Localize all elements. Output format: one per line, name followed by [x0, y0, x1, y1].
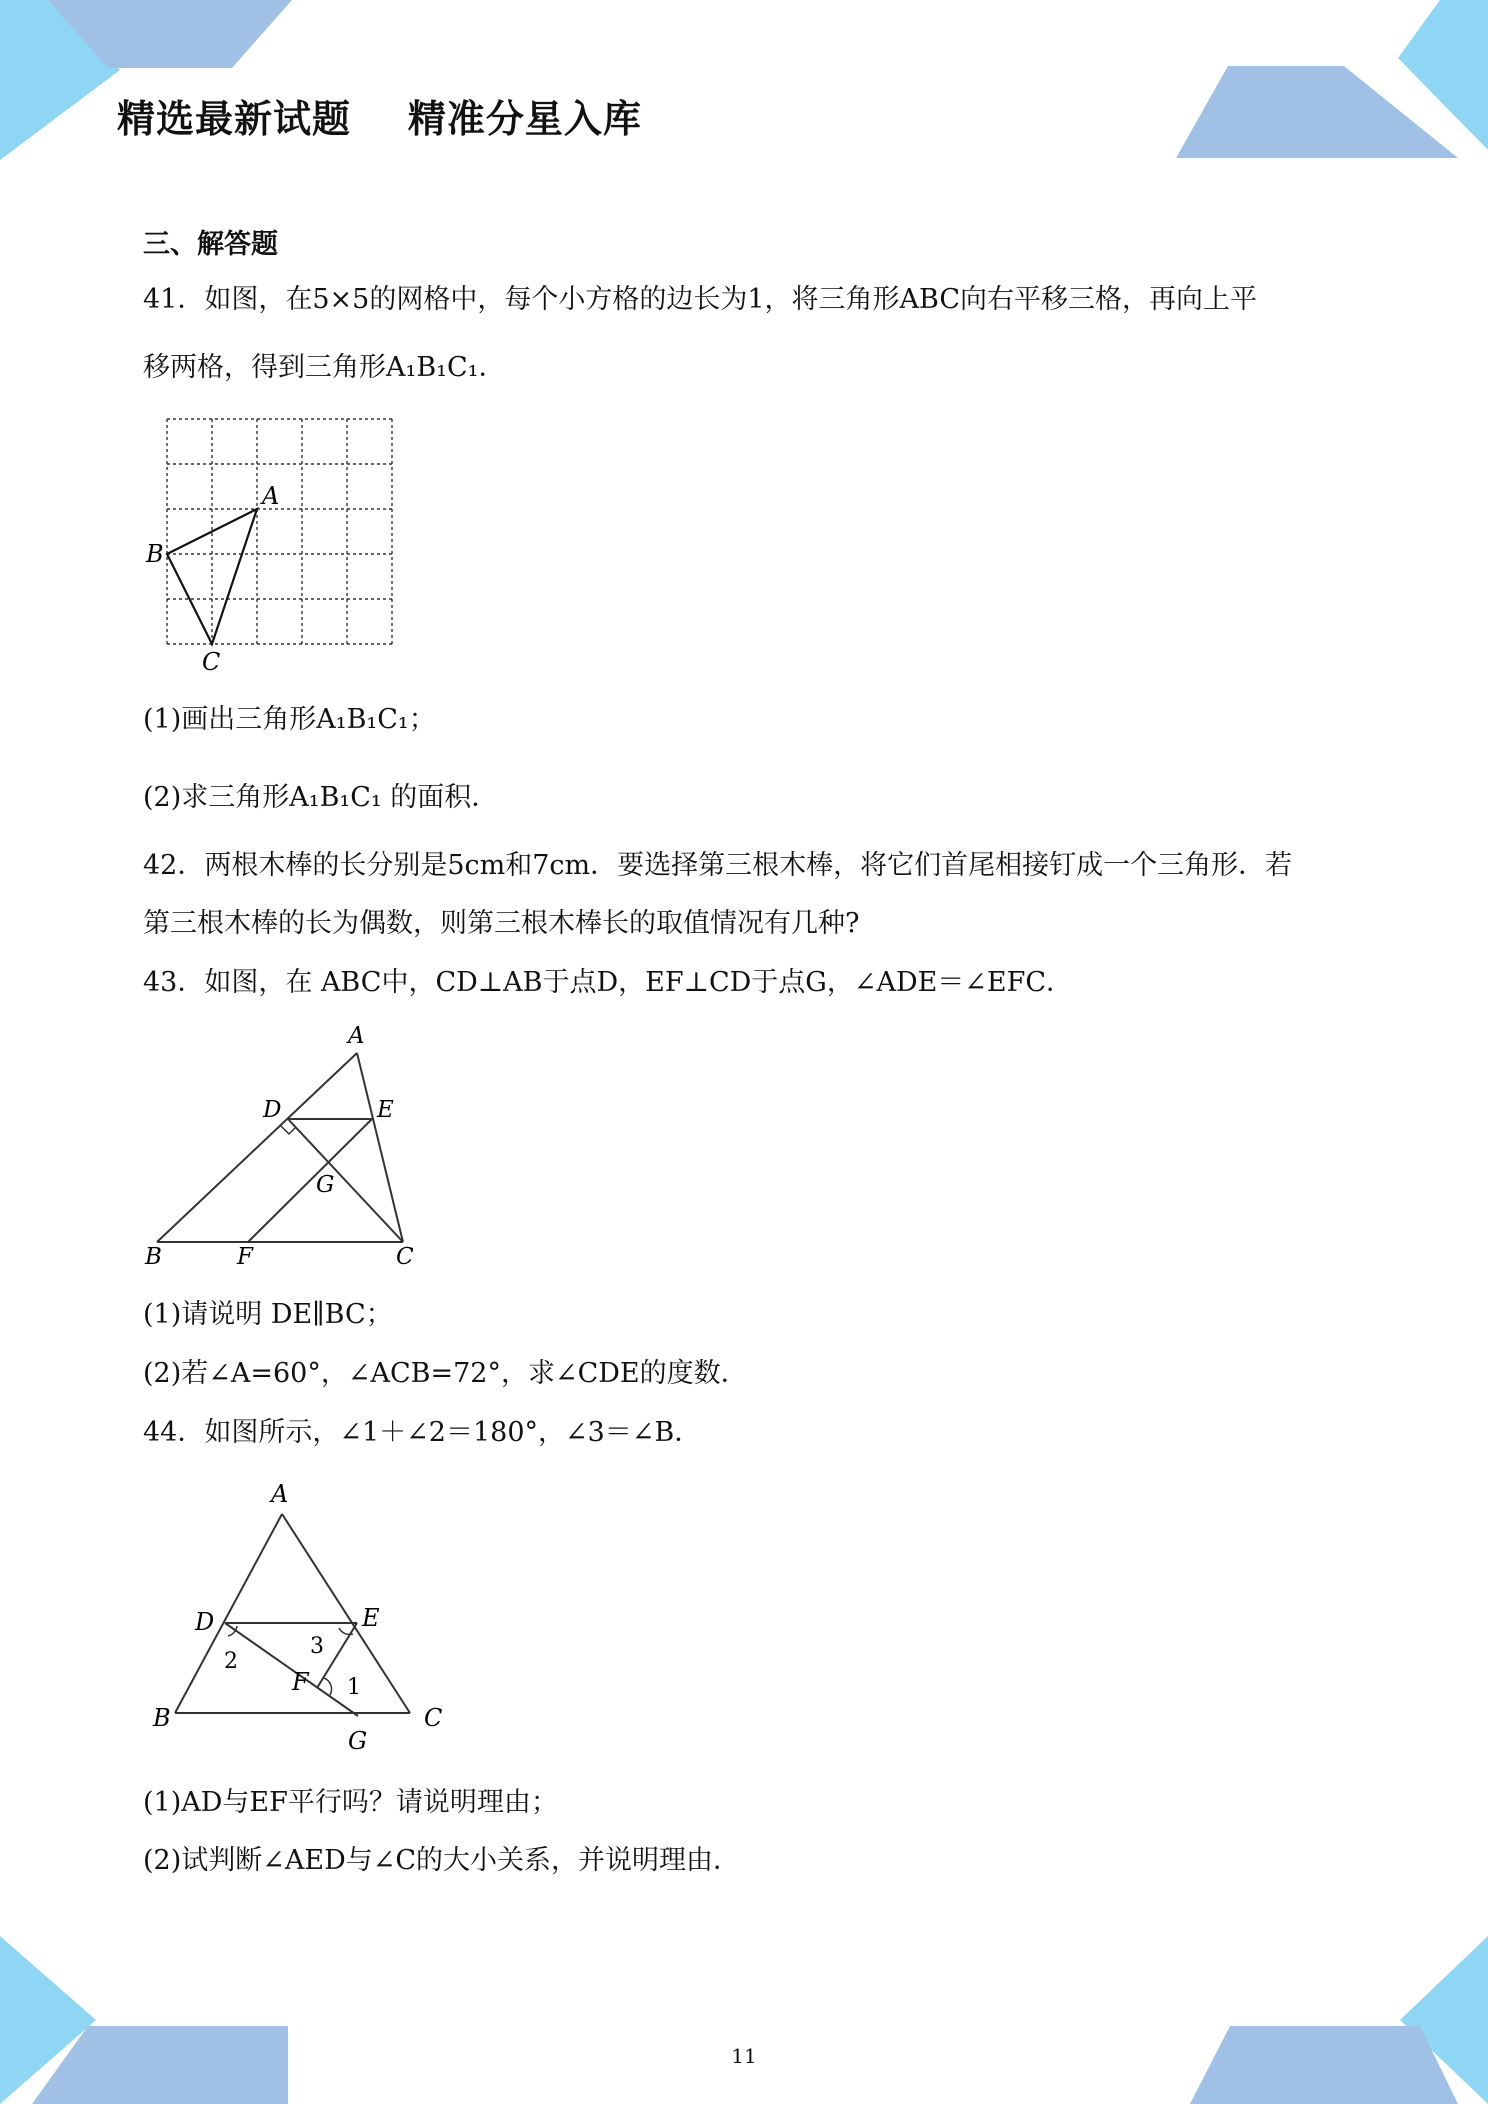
q43-sub2: (2)若∠A=60°，∠ACB=72°，求∠CDE的度数． — [143, 1358, 748, 1389]
segment-ab — [157, 1053, 357, 1242]
top-right-trapezoid — [1176, 66, 1458, 158]
q44-sub1: (1)AD与EF平行吗？请说明理由； — [143, 1787, 558, 1818]
label-b: B — [145, 1244, 162, 1270]
angle-3-label: 3 — [310, 1634, 324, 1659]
right-angle-mark — [281, 1126, 296, 1134]
q44-sub2: (2)试判断∠AED与∠C的大小关系，并说明理由． — [143, 1845, 741, 1876]
angle-1-label: 1 — [347, 1675, 361, 1700]
q41-sub1: (1)画出三角形A₁B₁C₁； — [143, 704, 436, 735]
label-d: D — [195, 1608, 215, 1636]
q42-line2: 第三根木棒的长为偶数，则第三根木棒长的取值情况有几种? — [143, 908, 860, 939]
label-g: G — [316, 1172, 335, 1198]
label-e: E — [377, 1097, 394, 1123]
q43-sub1: (1)请说明 DE∥BC； — [143, 1299, 393, 1330]
label-c: C — [202, 648, 221, 676]
grid-lines — [167, 419, 392, 644]
q41-grid-figure — [140, 410, 400, 680]
label-a: A — [271, 1480, 289, 1508]
q41-sub2: (2)求三角形A₁B₁C₁ 的面积． — [143, 782, 499, 813]
segment-ab — [175, 1514, 282, 1713]
label-g: G — [348, 1727, 368, 1755]
q41-line2: 移两格，得到三角形A₁B₁C₁． — [143, 352, 506, 383]
label-c: C — [396, 1244, 414, 1270]
label-e: E — [362, 1604, 380, 1632]
label-a: A — [262, 482, 280, 510]
section-title: 三、解答题 — [143, 229, 278, 260]
q44-figure — [140, 1480, 460, 1760]
page-number: 11 — [731, 2044, 757, 2068]
label-d: D — [263, 1097, 282, 1123]
q42-line1: 42．两根木棒的长分别是5cm和7cm．要选择第三根木棒，将它们首尾相接钉成一个三角形．若 — [143, 850, 1293, 881]
q43-line1: 43．如图，在 ABC中，CD⊥AB于点D，EF⊥CD于点G，∠ADE＝∠EFC． — [143, 967, 1074, 998]
q43-figure — [140, 1020, 440, 1270]
label-f: F — [237, 1244, 253, 1270]
header-title: 精选最新试题 精准分星入库 — [117, 97, 642, 141]
segment-dc — [288, 1119, 403, 1242]
q44-line1: 44．如图所示，∠1＋∠2＝180°，∠3＝∠B． — [143, 1417, 702, 1448]
q41-line1: 41．如图，在5×5的网格中，每个小方格的边长为1，将三角形ABC向右平移三格，再向上平 — [143, 284, 1258, 315]
label-f: F — [292, 1668, 309, 1696]
label-a: A — [348, 1023, 365, 1049]
label-b: B — [146, 540, 164, 568]
segment-ac — [357, 1053, 403, 1242]
angle-2-label: 2 — [224, 1649, 238, 1674]
label-b: B — [153, 1704, 171, 1732]
label-c: C — [424, 1704, 443, 1732]
